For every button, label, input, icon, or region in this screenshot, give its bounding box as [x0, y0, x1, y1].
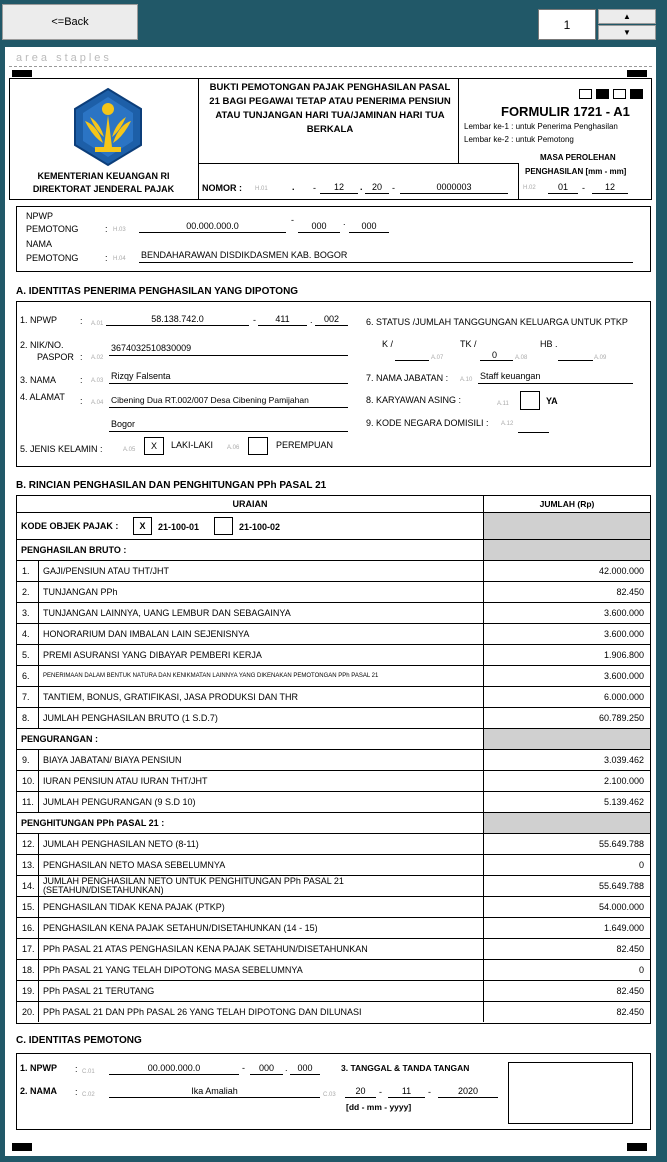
- a-negara-field[interactable]: [518, 421, 549, 433]
- c-nama-field[interactable]: Ika Amaliah: [109, 1087, 320, 1098]
- table-row: [17, 686, 650, 707]
- page-number-input[interactable]: 1: [538, 9, 596, 40]
- c-tgl-dd[interactable]: 20: [345, 1087, 376, 1098]
- row-number: 13.: [17, 855, 39, 875]
- row-value[interactable]: 55.649.788: [483, 876, 650, 896]
- masa-title: MASA PEROLEHAN: [540, 153, 616, 162]
- income-table: URAIAN JUMLAH (Rp) KODE OBJEK PAJAK : X 21-100-01 21-100-02 PENGHASILAN BRUTO : 1. GAJI/PENSIUN ATAU THT/JHT 42.000.000 2. TUNJANGAN PPh 82.450 3. TUNJANGAN LAINNYA, UANG LEMBUR DAN SEBAGAINYA 3.600.000 4. HONORARIUM DAN IMBALAN LAIN SEJENISNYA 3.600.000 5. PREMI ASURANSI YANG DIBAYAR PEMBERI KERJA 1.906.800 6. PENERIMAAN DALAM BENTUK NATURA DAN KENIKMATAN LAINNYA YANG DIKENAKAN PEMOTONGAN PPh PASAL 21 3.600.000 7. TANTIEM, BONUS, GRATIFIKASI, JASA PRODUKSI DAN THR 6.000.000 8. JUMLAH PENGHASILAN BRUTO (1 S.D.7) 60.789.250 PENGURANGAN : 9. BIAYA JABATAN/ BIAYA PENSIUN 3.039.462 10. IURAN PENSIUN ATAU IURAN THT/JHT 2.100.000 11. JUMLAH PENGURANGAN (9 S.D 10) 5.139.462 PENGHITUNGAN PPh PASAL 21 : 12. JUMLAH PENGHASILAN NETO (8-11) 55.649.788 13. PENGHASILAN NETO MASA SEBELUMNYA 0 14. JUMLAH PENGHASILAN NETO UNTUK PENGHITUNGAN PPh PASAL 21 (SETAHUN/DISETAHUNKAN) 55.649.788 15. PENGHASILAN TIDAK KENA PAJAK (PTKP) 54.000.000 16. PENGHASILAN KENA PAJAK SETAHUN/DISETAHUNKAN (14 - 15) 1.649.000 17. PPh PASAL 21 ATAS PENGHASILAN KENA PAJAK SETAHUN/DISETAHUNKAN 82.450 18. PPh PASAL 21 YANG TELAH DIPOTONG MASA SEBELUMNYA 0 19. PPh PASAL 21 TERUTANG 82.450 20. PPh PASAL 21 DAN PPh PASAL 26 YANG TELAH DIPOTONG DAN DILUNASI 82.450: [16, 495, 651, 1024]
- row-number: 14.: [17, 876, 39, 896]
- row-value[interactable]: 42.000.000: [483, 561, 650, 581]
- row-label: PPh PASAL 21 TERUTANG: [43, 986, 155, 996]
- nomor-code: H.01: [255, 186, 268, 192]
- c-npwp-1[interactable]: 00.000.000.0: [109, 1064, 239, 1075]
- row-number: 6.: [17, 666, 39, 686]
- row-value[interactable]: 82.450: [483, 582, 650, 602]
- row-number: 19.: [17, 981, 39, 1001]
- table-row: [17, 560, 650, 581]
- corner-marker: [12, 1143, 32, 1151]
- table-row: [17, 833, 650, 854]
- masa-to-field[interactable]: 12: [592, 183, 628, 194]
- table-row: [17, 770, 650, 791]
- corner-marker: [12, 70, 32, 77]
- lembar1-label: Lembar ke-1 : untuk Penerima Penghasilan: [464, 122, 618, 131]
- pengurangan-header: PENGURANGAN :: [21, 734, 99, 744]
- row-number: 3.: [17, 603, 39, 623]
- table-row: [17, 791, 650, 812]
- row-number: 18.: [17, 960, 39, 980]
- a-hb-field[interactable]: [558, 349, 593, 361]
- lembar2-label: Lembar ke-2 : untuk Pemotong: [464, 135, 574, 144]
- table-row: [17, 623, 650, 644]
- karyawan-asing-checkbox[interactable]: [520, 391, 540, 410]
- formulir-title: FORMULIR 1721 - A1: [501, 104, 630, 119]
- table-row: [17, 938, 650, 959]
- row-label: PENGHASILAN TIDAK KENA PAJAK (PTKP): [43, 902, 225, 912]
- c-npwp-2[interactable]: 000: [250, 1064, 283, 1075]
- a-npwp-1[interactable]: 58.138.742.0: [106, 315, 249, 326]
- direktorat-label: DIREKTORAT JENDERAL PAJAK: [32, 184, 175, 194]
- row-label: JUMLAH PENGURANGAN (9 S.D 10): [43, 797, 196, 807]
- row-number: 17.: [17, 939, 39, 959]
- table-row: [17, 896, 650, 917]
- a-tk-field[interactable]: 0: [480, 349, 513, 361]
- row-number: 8.: [17, 708, 39, 728]
- row-label: BIAYA JABATAN/ BIAYA PENSIUN: [43, 755, 182, 765]
- row-value[interactable]: 1.906.800: [483, 645, 650, 665]
- a-k-field[interactable]: [395, 349, 429, 361]
- masa-code: H.02: [523, 185, 536, 191]
- a-nama-field[interactable]: Rizqy Falsenta: [109, 372, 348, 384]
- arrow-up-icon: ▲: [623, 12, 631, 21]
- row-label: PENGHASILAN KENA PAJAK SETAHUN/DISETAHUNKAN (14 - 15): [43, 923, 318, 933]
- a-npwp-2[interactable]: 411: [258, 315, 307, 326]
- row-label: TANTIEM, BONUS, GRATIFIKASI, JASA PRODUKSI DAN THR: [43, 692, 299, 702]
- row-number: 11.: [17, 792, 39, 812]
- nomor-field-3[interactable]: 0000003: [400, 183, 508, 194]
- row-label: PPh PASAL 21 DAN PPh PASAL 26 YANG TELAH DIPOTONG DAN DILUNASI: [43, 1007, 362, 1017]
- row-number: 5.: [17, 645, 39, 665]
- row-number: 15.: [17, 897, 39, 917]
- c-npwp-3[interactable]: 000: [290, 1064, 320, 1075]
- row-label: TUNJANGAN LAINNYA, UANG LEMBUR DAN SEBAGAINYA: [43, 608, 291, 618]
- row-number: 9.: [17, 750, 39, 770]
- row-value[interactable]: 3.600.000: [483, 624, 650, 644]
- area-staples-label: area staples: [16, 52, 112, 64]
- row-number: 7.: [17, 687, 39, 707]
- row-label: JUMLAH PENGHASILAN NETO UNTUK PENGHITUNGAN PPh PASAL 21 (SETAHUN/DISETAHUNKAN): [43, 876, 344, 895]
- kode-objek-label: KODE OBJEK PAJAK :: [21, 521, 119, 531]
- nomor-field-1[interactable]: 12: [320, 183, 358, 194]
- penghitungan-header: PENGHITUNGAN PPh PASAL 21 :: [21, 818, 165, 828]
- nomor-label: NOMOR :: [202, 183, 242, 193]
- kementerian-label: KEMENTERIAN KEUANGAN RI: [37, 171, 170, 181]
- row-label: GAJI/PENSIUN ATAU THT/JHT: [43, 566, 170, 576]
- row-value[interactable]: 82.450: [483, 939, 650, 959]
- bruto-header: PENGHASILAN BRUTO :: [21, 545, 127, 555]
- pemotong-npwp-1[interactable]: 00.000.000.0: [139, 222, 286, 233]
- staples-line: [9, 66, 652, 67]
- section-c-title: C. IDENTITAS PEMOTONG: [16, 1035, 142, 1046]
- table-row: [17, 980, 650, 1001]
- row-label: PREMI ASURANSI YANG DIBAYAR PEMBERI KERJA: [43, 650, 262, 660]
- kode-21-100-02-checkbox[interactable]: [214, 517, 233, 535]
- row-number: 4.: [17, 624, 39, 644]
- row-value[interactable]: 82.450: [483, 1002, 650, 1022]
- row-value[interactable]: 3.600.000: [483, 666, 650, 686]
- row-value[interactable]: 3.039.462: [483, 750, 650, 770]
- row-value[interactable]: 3.600.000: [483, 603, 650, 623]
- row-number: 2.: [17, 582, 39, 602]
- table-row: [17, 917, 650, 938]
- table-row: [17, 749, 650, 770]
- section-a-title: A. IDENTITAS PENERIMA PENGHASILAN YANG DIPOTONG: [16, 286, 299, 297]
- row-value[interactable]: 0: [483, 855, 650, 875]
- row-value[interactable]: 0: [483, 960, 650, 980]
- row-label: IURAN PENSIUN ATAU IURAN THT/JHT: [43, 776, 208, 786]
- row-value[interactable]: 2.100.000: [483, 771, 650, 791]
- corner-marker: [627, 1143, 647, 1151]
- row-value[interactable]: 60.789.250: [483, 708, 650, 728]
- masa-subtitle: PENGHASILAN [mm - mm]: [525, 167, 627, 176]
- table-row: [17, 581, 650, 602]
- row-label: PENERIMAAN DALAM BENTUK NATURA DAN KENIKMATAN LAINNYA YANG DIKENAKAN PEMOTONGAN PPh PASAL 21: [43, 673, 379, 679]
- perempuan-checkbox[interactable]: [248, 437, 268, 455]
- row-label: PPh PASAL 21 ATAS PENGHASILAN KENA PAJAK SETAHUN/DISETAHUNKAN: [43, 944, 368, 954]
- page-down-button[interactable]: [598, 25, 656, 40]
- row-number: 1.: [17, 561, 39, 581]
- row-label: PENGHASILAN NETO MASA SEBELUMNYA: [43, 860, 226, 870]
- a-npwp-3[interactable]: 002: [315, 315, 348, 326]
- row-value[interactable]: 82.450: [483, 981, 650, 1001]
- pemotong-nama-field[interactable]: BENDAHARAWAN DISDIKDASMEN KAB. BOGOR: [139, 251, 633, 263]
- row-label: JUMLAH PENGHASILAN BRUTO (1 S.D.7): [43, 713, 218, 723]
- row-label: HONORARIUM DAN IMBALAN LAIN SEJENISNYA: [43, 629, 250, 639]
- masa-from-field[interactable]: 01: [548, 183, 578, 194]
- form-page: area staples KEMENTERIAN KEUANGAN RI DIREKTORAT JENDERAL PAJAK BUKTI PEMOTONGAN PAJAK PENGHASILAN PASAL 21 BAGI PEGAWAI TETAP ATAU PENERIMA PENSIUN ATAU TUNJANGAN HARI TUA/JAMINAN HARI TUA BERKALA FORMULIR 1721 - A1 Lembar ke-1 : untuk Penerima Penghasilan Lembar ke-2 : untuk Pemotong MASA PEROLEHAN PENGHASILAN [mm - mm] H.02 01 - 12 NOMOR : H.01 . - 12 . 20 - 0000003 NPWP PEMOTONG : H.03 00.000.000.0 - 000 . 000 NAMA PEMOTONG : H.04 BENDAHARAWAN DISDIKDASMEN KAB. BOGOR A. IDENTITAS PENERIMA PENGHASILAN YANG DIPOTONG 1. NPWP : A.01 58.138.742.0 - 411 . 002 2. NIK/NO. PASPOR : A.02 3674032510830009 3. NAMA : A.03 Rizqy Falsenta 4. ALAMAT : A.04 Cibening Dua RT.002/007 Desa Cibening Pamijahan Bogor 5. JENIS KELAMIN : A.05 X LAKI-LAKI A.06 PEREMPUAN 6. STATUS /JUMLAH TANGGUNGAN KELUARGA UNTUK PTKP K / A.07 TK / 0 A.08 HB . A.09 7. NAMA JABATAN : A.10 Staff keuangan 8. KARYAWAN ASING : A.11 YA 9. KODE NEGARA DOMISILI : A.12 B. RINCIAN PENGHASILAN DAN PENGHITUNGAN PPh PASAL 21 URAIAN JUMLAH (Rp) KODE OBJEK PAJAK : X 21-100-01 21-100-02 PENGHASILAN BRUTO : 1. GAJI/PENSIUN ATAU THT/JHT 42.000.000 2. TUNJANGAN PPh 82.450 3. TUNJANGAN LAINNYA, UANG LEMBUR DAN SEBAGAINYA 3.600.000 4. HONORARIUM DAN IMBALAN LAIN SEJENISNYA 3.600.000 5. PREMI ASURANSI YANG DIBAYAR PEMBERI KERJA 1.906.800 6. PENERIMAAN DALAM BENTUK NATURA DAN KENIKMATAN LAINNYA YANG DIKENAKAN PEMOTONGAN PPh PASAL 21 3.600.000 7. TANTIEM, BONUS, GRATIFIKASI, JASA PRODUKSI DAN THR 6.000.000 8. JUMLAH PENGHASILAN BRUTO (1 S.D.7) 60.789.250 PENGURANGAN : 9. BIAYA JABATAN/ BIAYA PENSIUN 3.039.462 10. IURAN PENSIUN ATAU IURAN THT/JHT 2.100.000 11. JUMLAH PENGURANGAN (9 S.D 10) 5.139.462 PENGHITUNGAN PPh PASAL 21 : 12. JUMLAH PENGHASILAN NETO (8-11) 55.649.788 13. PENGHASILAN NETO MASA SEBELUMNYA 0 14. JUMLAH PENGHASILAN NETO UNTUK PENGHITUNGAN PPh PASAL 21 (SETAHUN/DISETAHUNKAN) 55.649.788 15. PENGHASILAN TIDAK KENA PAJAK (PTKP) 54.000.000 16. PENGHASILAN KENA PAJAK SETAHUN/DISETAHUNKAN (14 - 15) 1.649.000 17. PPh PASAL 21 ATAS PENGHASILAN KENA PAJAK SETAHUN/DISETAHUNKAN 82.450 18. PPh PASAL 21 YANG TELAH DIPOTONG MASA SEBELUMNYA 0 19. PPh PASAL 21 TERUTANG 82.450 20. PPh PASAL 21 DAN PPh PASAL 26 YANG TELAH DIPOTONG DAN DILUNASI 82.450 C. IDENTITAS PEMOTONG 1. NPWP : C.01 00.000.000.0 - 000 . 000 3. TANGGAL & TANDA TANGAN 2. NAMA : C.02 Ika Amaliah C.03 20 - 11 - 2020 [dd - mm - yyyy]: [5, 47, 656, 1156]
- a-jabatan-field[interactable]: Staff keuangan: [478, 372, 633, 384]
- row-number: 12.: [17, 834, 39, 854]
- pemotong-npwp-3[interactable]: 000: [349, 222, 389, 233]
- row-number: 10.: [17, 771, 39, 791]
- table-row: [17, 644, 650, 665]
- pemotong-npwp-2[interactable]: 000: [298, 222, 340, 233]
- table-row: [17, 602, 650, 623]
- nomor-field-2[interactable]: 20: [365, 183, 389, 194]
- col-jumlah-header: JUMLAH (Rp): [483, 496, 650, 512]
- row-value[interactable]: 55.649.788: [483, 834, 650, 854]
- kemenkeu-logo-icon: [63, 87, 153, 167]
- row-value[interactable]: 1.649.000: [483, 918, 650, 938]
- table-row: [17, 875, 650, 896]
- back-button[interactable]: <=Back: [2, 4, 138, 40]
- row-value[interactable]: 6.000.000: [483, 687, 650, 707]
- table-row: [17, 854, 650, 875]
- arrow-down-icon: ▼: [623, 28, 631, 37]
- c-tgl-yyyy[interactable]: 2020: [438, 1087, 498, 1098]
- a-alamat-field-2[interactable]: Bogor: [109, 420, 348, 432]
- table-row: [17, 959, 650, 980]
- table-row: [17, 707, 650, 728]
- a-nik-field[interactable]: 3674032510830009: [109, 344, 348, 356]
- c-tgl-mm[interactable]: 11: [388, 1087, 425, 1098]
- page-up-button[interactable]: [598, 9, 656, 24]
- row-value[interactable]: 5.139.462: [483, 792, 650, 812]
- table-row: [17, 1001, 650, 1022]
- signature-box[interactable]: [508, 1062, 633, 1124]
- row-label: PPh PASAL 21 YANG TELAH DIPOTONG MASA SEBELUMNYA: [43, 965, 303, 975]
- laki-laki-checkbox[interactable]: X: [144, 437, 164, 455]
- row-number: 20.: [17, 1002, 39, 1022]
- kode-21-100-01-checkbox[interactable]: X: [133, 517, 152, 535]
- form-title: BUKTI PEMOTONGAN PAJAK PENGHASILAN PASAL 21 BAGI PEGAWAI TETAP ATAU PENERIMA PENSIUN ATAU TUNJANGAN HARI TUA/JAMINAN HARI TUA BERKALA: [209, 82, 451, 135]
- row-label: JUMLAH PENGHASILAN NETO (8-11): [43, 839, 199, 849]
- col-uraian-header: URAIAN: [232, 499, 268, 509]
- section-b-title: B. RINCIAN PENGHASILAN DAN PENGHITUNGAN PPh PASAL 21: [16, 480, 327, 491]
- table-row: [17, 665, 650, 686]
- row-number: 16.: [17, 918, 39, 938]
- corner-marker: [627, 70, 647, 77]
- row-label: TUNJANGAN PPh: [43, 587, 118, 597]
- a-alamat-field-1[interactable]: Cibening Dua RT.002/007 Desa Cibening Pamijahan: [109, 396, 348, 408]
- row-value[interactable]: 54.000.000: [483, 897, 650, 917]
